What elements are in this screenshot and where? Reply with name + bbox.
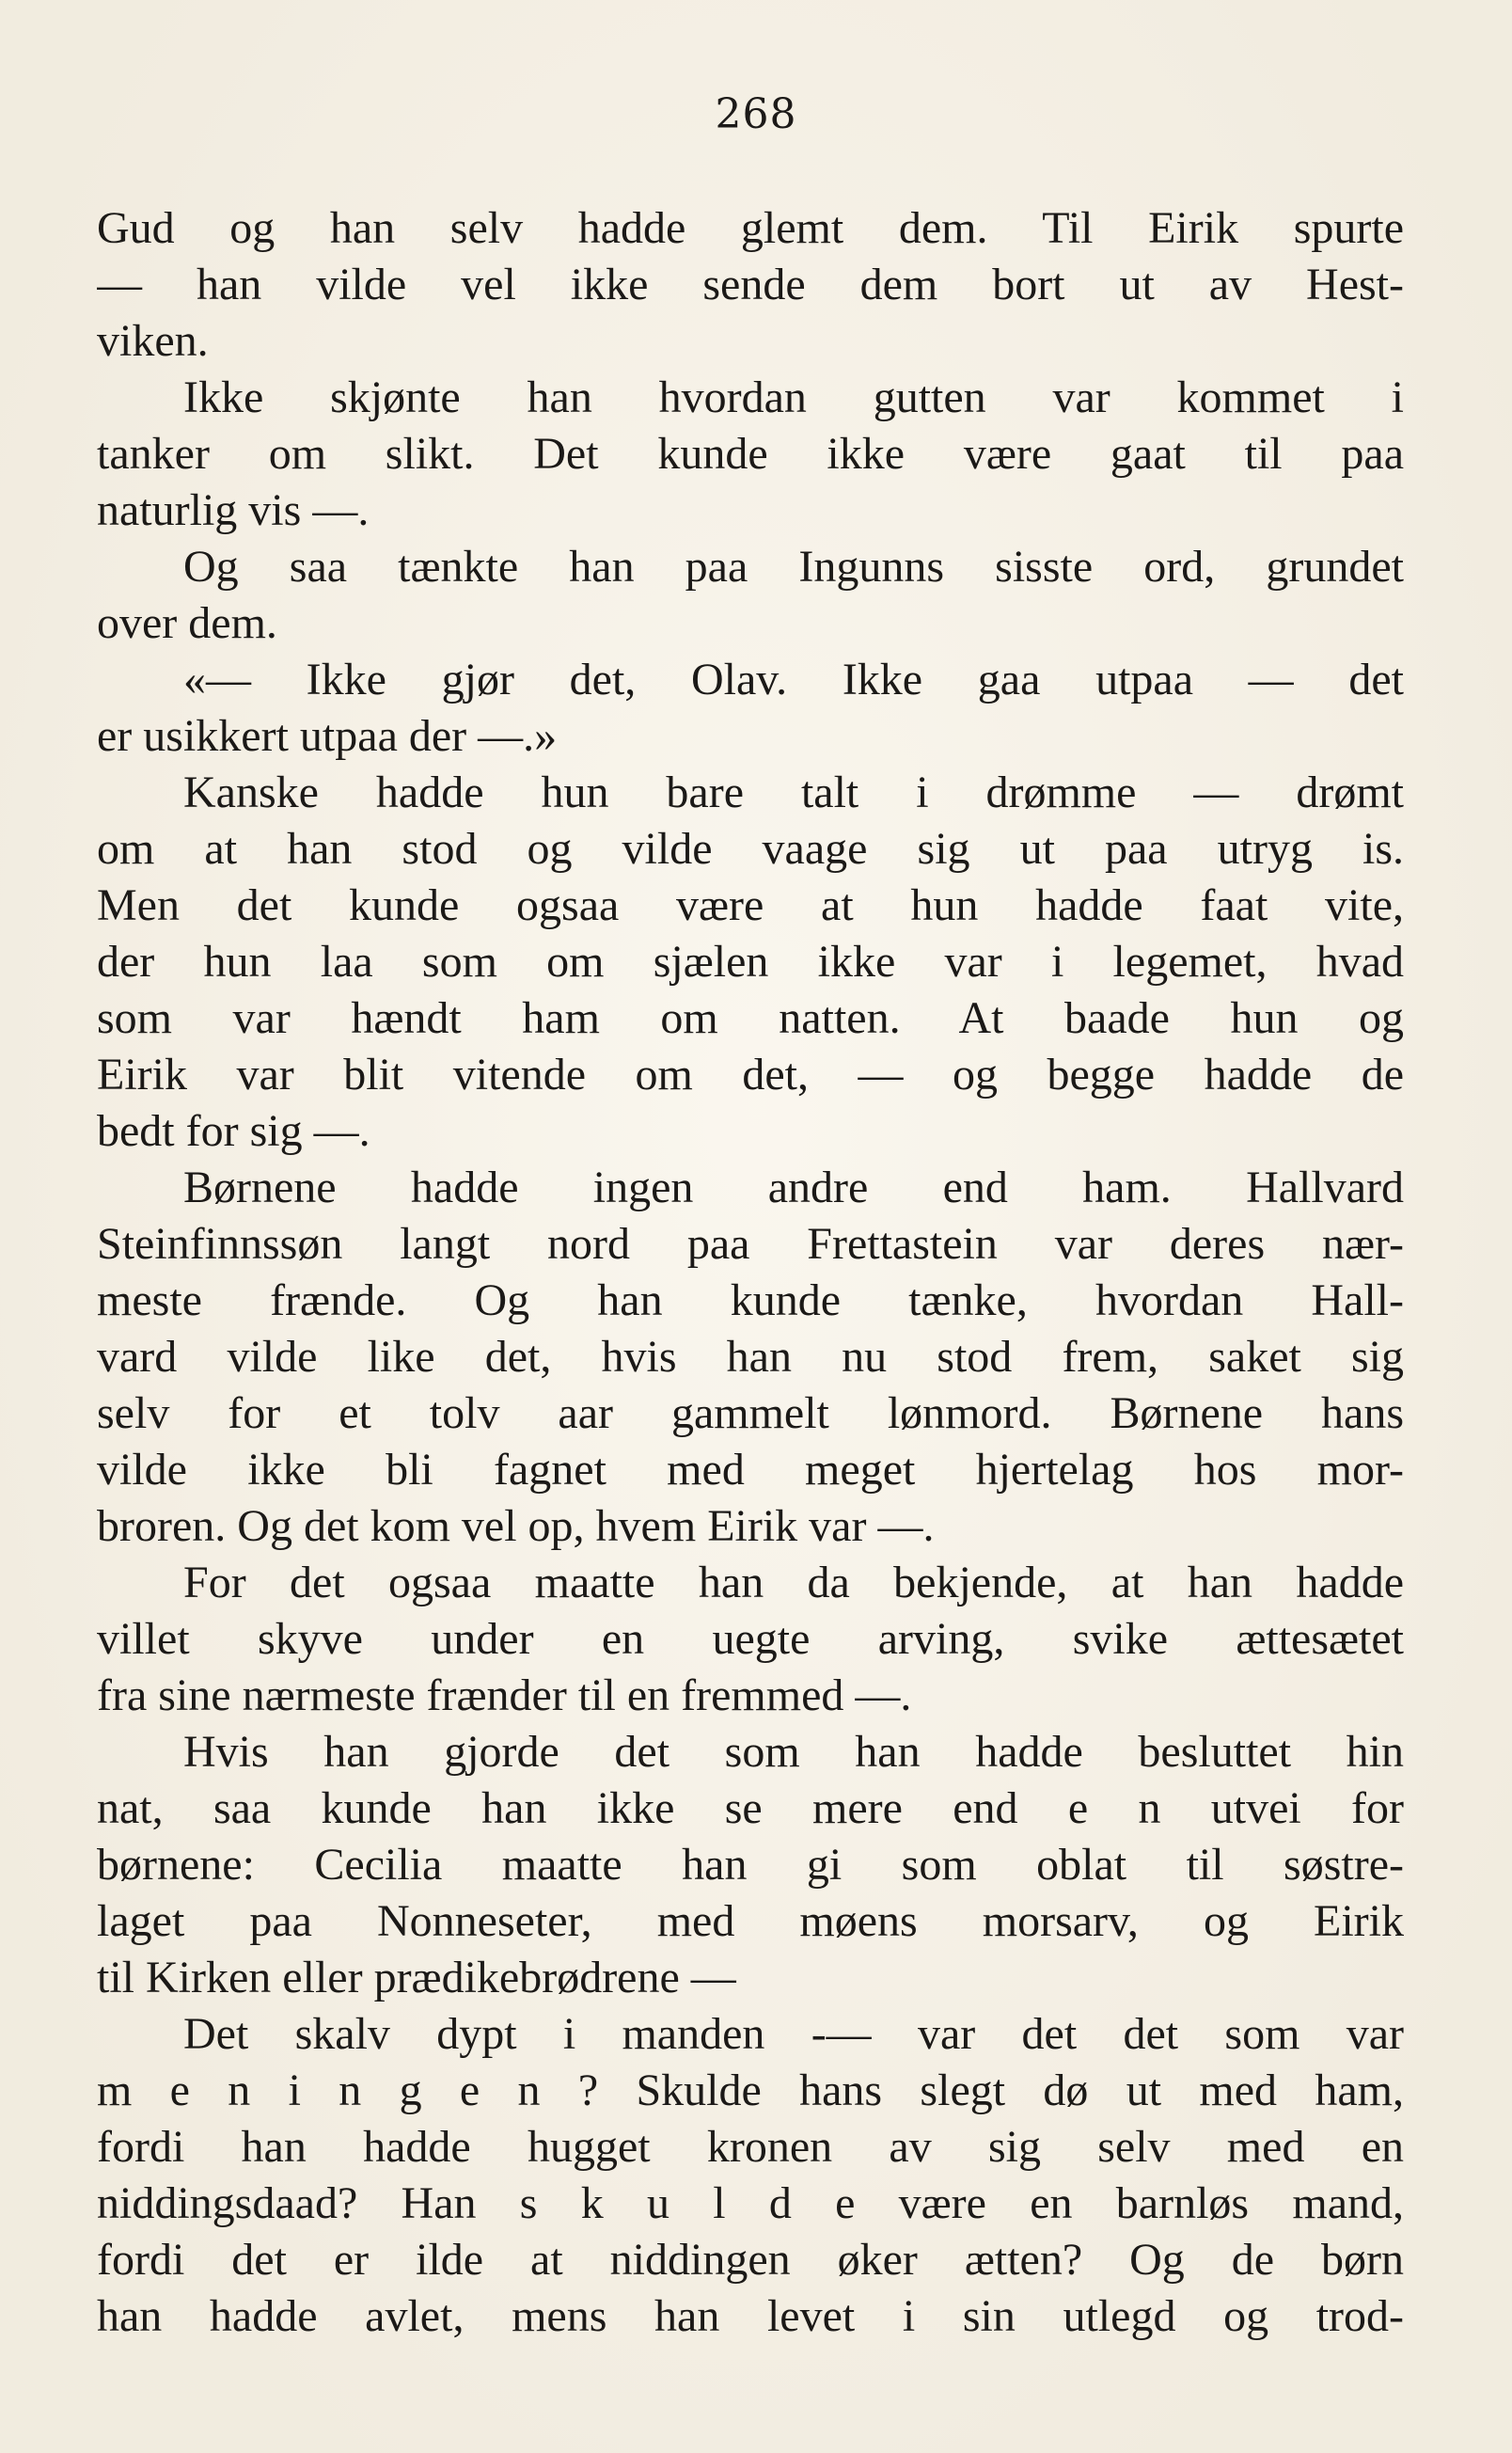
text-line: han hadde avlet, mens han levet i sin utlegd og trod- [97, 2291, 1404, 2341]
page-number: 268 [715, 90, 797, 138]
text-line: Kanske hadde hun bare talt i drømme — drømt [183, 768, 1404, 817]
text-line: nat, saa kunde han ikke se mere end e n utvei for [97, 1783, 1404, 1833]
text-line: fordi han hadde hugget kronen av sig selv med en [97, 2122, 1404, 2172]
text-line: meste frænde. Og han kunde tænke, hvordan Hall- [97, 1275, 1404, 1325]
text-line: børnene: Cecilia maatte han gi som oblat til søstre- [97, 1840, 1404, 1890]
text-line: niddingsdaad? Han s k u l d e være en barnløs mand, [97, 2178, 1404, 2228]
text-line: Og saa tænkte han paa Ingunns sisste ord, grundet [183, 542, 1404, 592]
text-line: broren. Og det kom vel op, hvem Eirik var —. [97, 1501, 935, 1551]
text-line: bedt for sig —. [97, 1106, 370, 1156]
text-line: m e n i n g e n ? Skulde hans slegt dø ut med ham, [97, 2065, 1404, 2115]
text-line: laget paa Nonneseter, med møens morsarv, og Eirik [97, 1896, 1404, 1946]
text-line: Eirik var blit vitende om det, — og begge hadde de [97, 1050, 1404, 1100]
text-line: vard vilde like det, hvis han nu stod frem, saket sig [97, 1332, 1404, 1382]
text-line: Hvis han gjorde det som han hadde besluttet hin [183, 1727, 1404, 1777]
text-line: Det skalv dypt i manden -— var det det som var [183, 2009, 1404, 2059]
text-line: er usikkert utpaa der —.» [97, 711, 558, 761]
body-text [97, 200, 1404, 2345]
text-line: som var hændt ham om natten. At baade hun og [97, 993, 1404, 1043]
text-line: fra sine nærmeste frænder til en fremmed —. [97, 1670, 912, 1720]
text-line: tanker om slikt. Det kunde ikke være gaat til paa [97, 429, 1404, 479]
text-line: For det ogsaa maatte han da bekjende, at han hadde [183, 1558, 1404, 1607]
text-line: fordi det er ilde at niddingen øker ætten? Og de børn [97, 2235, 1404, 2285]
text-line: selv for et tolv aar gammelt lønmord. Børnene hans [97, 1388, 1404, 1438]
text-line: Ikke skjønte han hvordan gutten var kommet i [183, 372, 1404, 422]
text-line: naturlig vis —. [97, 485, 370, 535]
text-line: — han vilde vel ikke sende dem bort ut av Hest- [97, 260, 1404, 309]
text-line: vilde ikke bli fagnet med meget hjertelag hos mor- [97, 1445, 1404, 1495]
text-line: der hun laa som om sjælen ikke var i legemet, hvad [97, 937, 1404, 987]
text-line: Gud og han selv hadde glemt dem. Til Eirik spurte [97, 203, 1404, 253]
text-line: villet skyve under en uegte arving, svike ættesætet [97, 1614, 1404, 1664]
text-line: «— Ikke gjør det, Olav. Ikke gaa utpaa — det [183, 655, 1404, 704]
text-line: Steinfinnssøn langt nord paa Frettastein var deres nær- [97, 1219, 1404, 1269]
text-line: Børnene hadde ingen andre end ham. Hallvard [183, 1163, 1404, 1212]
text-line: om at han stod og vilde vaage sig ut paa utryg is. [97, 824, 1404, 874]
text-line: viken. [97, 316, 209, 366]
text-line: Men det kunde ogsaa være at hun hadde faat vite, [97, 880, 1404, 930]
text-line: over dem. [97, 598, 277, 648]
text-line: til Kirken eller prædikebrødrene — [97, 1953, 736, 2002]
